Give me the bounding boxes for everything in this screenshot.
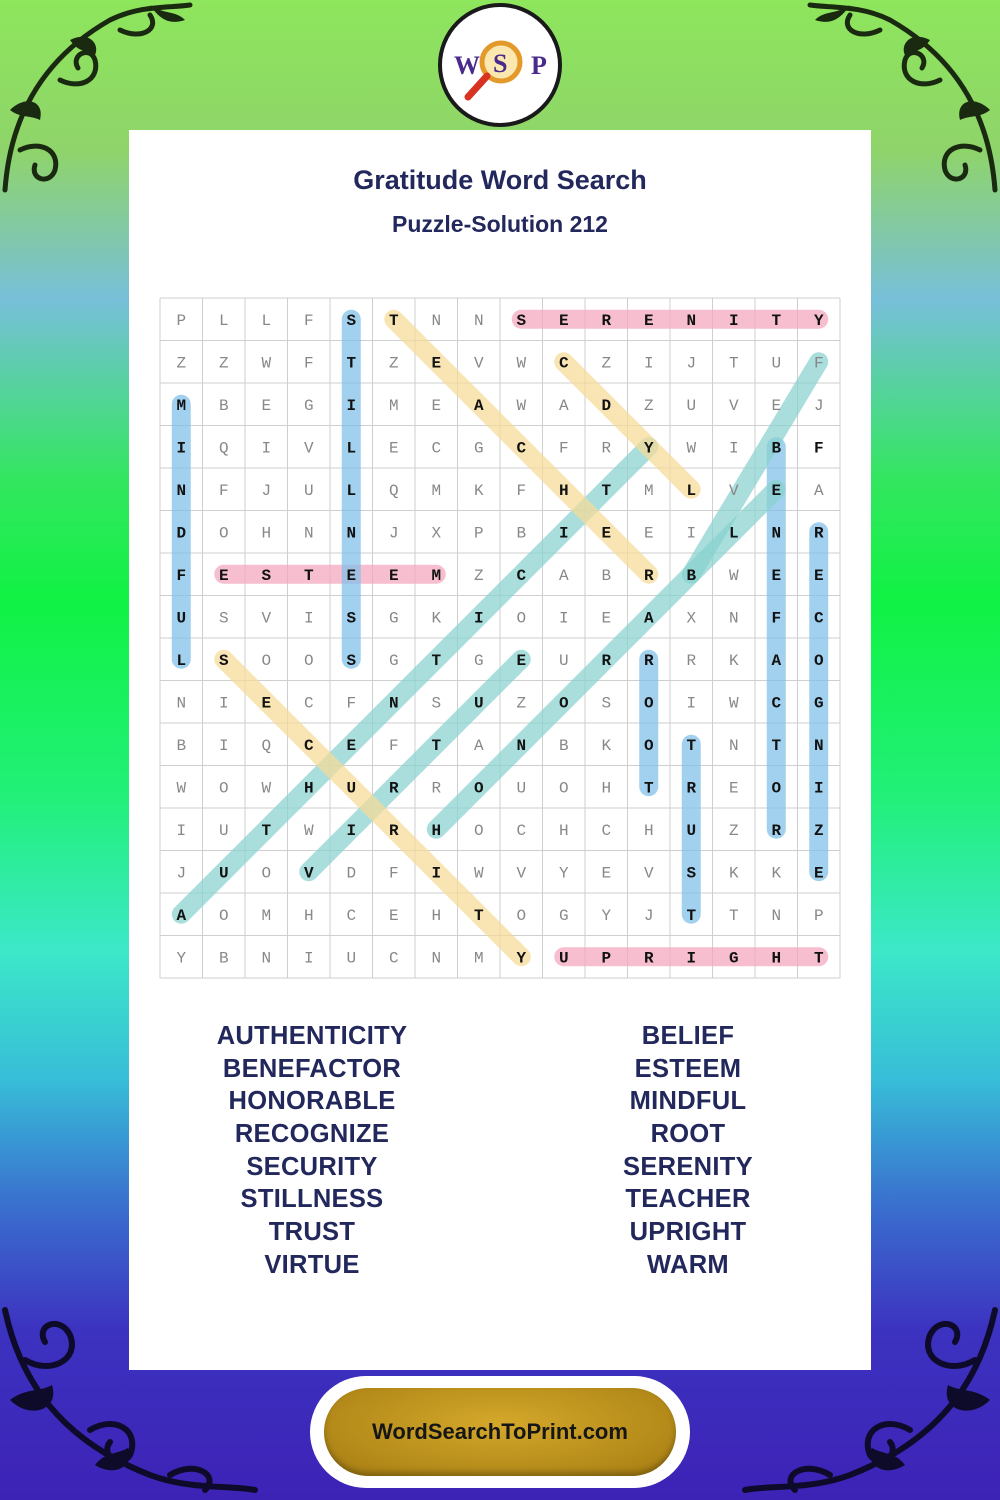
grid-letter: U bbox=[686, 396, 697, 415]
grid-letter: S bbox=[218, 609, 229, 628]
word-list-right bbox=[538, 1020, 838, 1282]
grid-letter: A bbox=[176, 906, 187, 925]
grid-letter: U bbox=[218, 821, 229, 840]
grid-letter: F bbox=[303, 311, 314, 330]
grid-letter: F bbox=[346, 694, 357, 713]
grid-letter: A bbox=[473, 396, 484, 415]
grid-letter: S bbox=[686, 864, 697, 883]
grid-letter: E bbox=[813, 864, 824, 883]
grid-letter: Z bbox=[473, 566, 484, 585]
grid-letter: E bbox=[346, 736, 357, 755]
grid-letter: H bbox=[303, 906, 314, 925]
grid-letter: O bbox=[516, 609, 527, 628]
grid-letter: R bbox=[643, 651, 654, 670]
grid-letter: H bbox=[261, 524, 272, 543]
grid-letter: M bbox=[261, 906, 272, 925]
grid-letter: I bbox=[303, 949, 314, 968]
grid-letter: N bbox=[261, 949, 272, 968]
logo-letter-w: W bbox=[454, 51, 480, 80]
grid-letter: E bbox=[516, 651, 527, 670]
grid-letter: H bbox=[643, 821, 654, 840]
grid-letter: F bbox=[176, 566, 187, 585]
word-list-item: MINDFUL bbox=[629, 1087, 747, 1116]
grid-letter: N bbox=[516, 736, 527, 755]
grid-letter: B bbox=[516, 524, 527, 543]
grid-letter: E bbox=[388, 566, 399, 585]
grid-letter: N bbox=[686, 311, 697, 330]
grid-letter: T bbox=[686, 906, 697, 925]
grid-letter: O bbox=[771, 779, 782, 798]
grid-letter: T bbox=[303, 566, 314, 585]
word-list-item: TEACHER bbox=[625, 1185, 751, 1214]
grid-letter: N bbox=[728, 736, 739, 755]
grid-letter: L bbox=[346, 439, 357, 458]
grid-letter: F bbox=[771, 609, 782, 628]
grid-letter: R bbox=[388, 779, 399, 798]
grid-letter: T bbox=[388, 311, 399, 330]
grid-letter: K bbox=[728, 651, 739, 670]
grid-letter: V bbox=[473, 354, 484, 373]
grid-letter: Z bbox=[218, 354, 229, 373]
grid-letter: O bbox=[643, 694, 654, 713]
word-list-item: SERENITY bbox=[623, 1152, 753, 1181]
grid-letter: G bbox=[473, 439, 484, 458]
grid-letter: J bbox=[388, 524, 399, 543]
grid-letter: S bbox=[431, 694, 442, 713]
grid-letter: E bbox=[558, 311, 569, 330]
word-list-left bbox=[162, 1020, 462, 1282]
grid-letter: I bbox=[813, 779, 824, 798]
grid-letter: Q bbox=[388, 481, 399, 500]
grid-letter: S bbox=[346, 651, 357, 670]
grid-letter: T bbox=[728, 906, 739, 925]
grid-letter: G bbox=[728, 949, 739, 968]
grid-letter: M bbox=[431, 566, 442, 585]
grid-letter: J bbox=[261, 481, 272, 500]
grid-letter: M bbox=[473, 949, 484, 968]
grid-letter: U bbox=[686, 821, 697, 840]
grid-letter: T bbox=[771, 311, 782, 330]
word-list-item: HONORABLE bbox=[228, 1087, 396, 1116]
grid-letter: H bbox=[601, 779, 612, 798]
grid-letter: E bbox=[388, 906, 399, 925]
grid-letter: C bbox=[516, 439, 527, 458]
grid-letter: G bbox=[388, 609, 399, 628]
grid-letter: H bbox=[431, 906, 442, 925]
grid-letter: M bbox=[643, 481, 654, 500]
grid-letter: C bbox=[558, 354, 569, 373]
grid-letter: Y bbox=[643, 439, 654, 458]
grid-letter: W bbox=[516, 354, 527, 373]
word-list-item: TRUST bbox=[268, 1218, 356, 1247]
word-list-item: BENEFACTOR bbox=[222, 1054, 402, 1083]
grid-letter: S bbox=[218, 651, 229, 670]
grid-letter: V bbox=[303, 864, 314, 883]
grid-letter: I bbox=[176, 821, 187, 840]
grid-letter: B bbox=[176, 736, 187, 755]
grid-letter: S bbox=[601, 694, 612, 713]
grid-letter: T bbox=[601, 481, 612, 500]
grid-letter: A bbox=[771, 651, 782, 670]
grid-letter: O bbox=[218, 779, 229, 798]
grid-letter: E bbox=[601, 864, 612, 883]
grid-letter: N bbox=[813, 736, 824, 755]
grid-letter: U bbox=[346, 779, 357, 798]
grid-letter: G bbox=[473, 651, 484, 670]
grid-letter: N bbox=[473, 311, 484, 330]
grid-letter: W bbox=[261, 779, 272, 798]
grid-letter: L bbox=[218, 311, 229, 330]
grid-letter: K bbox=[771, 864, 782, 883]
grid-letter: V bbox=[728, 481, 739, 500]
grid-letter: N bbox=[176, 694, 187, 713]
grid-letter: C bbox=[771, 694, 782, 713]
grid-letter: E bbox=[728, 779, 739, 798]
grid-letter: I bbox=[728, 439, 739, 458]
grid-letter: P bbox=[601, 949, 612, 968]
grid-letter: U bbox=[771, 354, 782, 373]
grid-letter: F bbox=[813, 354, 824, 373]
grid-letter: R bbox=[686, 779, 697, 798]
grid-letter: F bbox=[218, 481, 229, 500]
grid-letter: E bbox=[643, 311, 654, 330]
grid-letter: R bbox=[813, 524, 824, 543]
grid-letter: I bbox=[473, 609, 484, 628]
grid-letter: N bbox=[728, 609, 739, 628]
word-list-item: BELIEF bbox=[641, 1022, 735, 1050]
grid-letter: A bbox=[558, 396, 569, 415]
grid-letter: P bbox=[176, 311, 187, 330]
grid-letter: T bbox=[431, 736, 442, 755]
site-link[interactable]: WordSearchToPrint.com bbox=[324, 1388, 676, 1476]
grid-letter: F bbox=[388, 736, 399, 755]
grid-letter: E bbox=[771, 396, 782, 415]
grid-letter: B bbox=[771, 439, 782, 458]
grid-letter: I bbox=[686, 524, 697, 543]
word-list-item: RECOGNIZE bbox=[234, 1120, 390, 1149]
grid-letter: U bbox=[516, 779, 527, 798]
grid-letter: N bbox=[176, 481, 187, 500]
grid-letter: O bbox=[643, 736, 654, 755]
grid-letter: B bbox=[218, 949, 229, 968]
grid-letter: L bbox=[346, 481, 357, 500]
grid-letter: L bbox=[261, 311, 272, 330]
grid-letter: O bbox=[558, 694, 569, 713]
grid-letter: A bbox=[558, 566, 569, 585]
grid-letter: S bbox=[516, 311, 527, 330]
grid-letter: F bbox=[303, 354, 314, 373]
grid-letter: X bbox=[431, 524, 442, 543]
grid-letter: O bbox=[218, 524, 229, 543]
grid-letter: I bbox=[431, 864, 442, 883]
grid-letter: O bbox=[218, 906, 229, 925]
grid-letter: O bbox=[558, 779, 569, 798]
grid-letter: C bbox=[431, 439, 442, 458]
grid-letter: D bbox=[601, 396, 612, 415]
word-list-item: STILLNESS bbox=[240, 1185, 384, 1214]
grid-letter: E bbox=[388, 439, 399, 458]
grid-letter: I bbox=[218, 736, 229, 755]
grid-letter: U bbox=[558, 949, 569, 968]
grid-letter: I bbox=[686, 694, 697, 713]
grid-letter: R bbox=[686, 651, 697, 670]
grid-letter: W bbox=[303, 821, 314, 840]
grid-letter: R bbox=[601, 651, 612, 670]
grid-letter: Z bbox=[728, 821, 739, 840]
grid-letter: I bbox=[728, 311, 739, 330]
logo-letter-s: S bbox=[493, 49, 508, 78]
grid-letter: C bbox=[516, 566, 527, 585]
grid-letter: C bbox=[601, 821, 612, 840]
grid-letter: T bbox=[346, 354, 357, 373]
grid-letter: O bbox=[303, 651, 314, 670]
grid-letter: R bbox=[601, 439, 612, 458]
grid-letter: I bbox=[346, 821, 357, 840]
grid-letter: Y bbox=[516, 949, 527, 968]
grid-letter: C bbox=[346, 906, 357, 925]
grid-letter: R bbox=[431, 779, 442, 798]
puzzle-subtitle: Puzzle-Solution 212 bbox=[392, 211, 608, 237]
grid-letter: F bbox=[516, 481, 527, 500]
grid-letter: L bbox=[728, 524, 739, 543]
grid-letter: B bbox=[218, 396, 229, 415]
grid-letter: T bbox=[813, 949, 824, 968]
grid-letter: H bbox=[558, 821, 569, 840]
word-list-item: ESTEEM bbox=[634, 1054, 742, 1083]
grid-letter: S bbox=[261, 566, 272, 585]
grid-letter: E bbox=[771, 566, 782, 585]
grid-letter: O bbox=[473, 779, 484, 798]
grid-letter: N bbox=[431, 949, 442, 968]
grid-letter: W bbox=[728, 566, 739, 585]
grid-letter: T bbox=[686, 736, 697, 755]
grid-letter: N bbox=[431, 311, 442, 330]
grid-letter: O bbox=[813, 651, 824, 670]
grid-letter: A bbox=[643, 609, 654, 628]
grid-letter: V bbox=[728, 396, 739, 415]
grid-letter: R bbox=[771, 821, 782, 840]
grid-letter: E bbox=[601, 609, 612, 628]
word-list-item: AUTHENTICITY bbox=[216, 1022, 408, 1050]
grid-letter: T bbox=[261, 821, 272, 840]
grid-letter: T bbox=[431, 651, 442, 670]
grid-letter: R bbox=[643, 566, 654, 585]
grid-letter: I bbox=[558, 609, 569, 628]
grid-letter: M bbox=[431, 481, 442, 500]
grid-letter: N bbox=[346, 524, 357, 543]
grid-letter: E bbox=[261, 694, 272, 713]
grid-letter: E bbox=[601, 524, 612, 543]
grid-letter: Z bbox=[176, 354, 187, 373]
grid-letter: Z bbox=[388, 354, 399, 373]
grid-letter: X bbox=[686, 609, 697, 628]
grid-letter: I bbox=[218, 694, 229, 713]
grid-letter: U bbox=[218, 864, 229, 883]
grid-letter: B bbox=[601, 566, 612, 585]
grid-letter: F bbox=[388, 864, 399, 883]
grid-letter: U bbox=[473, 694, 484, 713]
grid-letter: R bbox=[388, 821, 399, 840]
grid-letter: R bbox=[601, 311, 612, 330]
grid-letter: G bbox=[558, 906, 569, 925]
grid-letter: F bbox=[813, 439, 824, 458]
grid-letter: W bbox=[686, 439, 697, 458]
grid-letter: U bbox=[558, 651, 569, 670]
grid-letter: Q bbox=[218, 439, 229, 458]
grid-letter: E bbox=[261, 396, 272, 415]
grid-letter: S bbox=[346, 311, 357, 330]
grid-letter: Q bbox=[261, 736, 272, 755]
grid-letter: W bbox=[176, 779, 187, 798]
grid-letter: E bbox=[431, 354, 442, 373]
word-list-item: WARM bbox=[647, 1250, 729, 1279]
grid-letter: N bbox=[388, 694, 399, 713]
grid-letter: C bbox=[303, 694, 314, 713]
grid-letter: E bbox=[218, 566, 229, 585]
grid-letter: S bbox=[346, 609, 357, 628]
grid-letter: W bbox=[516, 396, 527, 415]
grid-letter: Z bbox=[516, 694, 527, 713]
grid-letter: B bbox=[686, 566, 697, 585]
grid-letter: J bbox=[643, 906, 654, 925]
grid-letter: T bbox=[771, 736, 782, 755]
grid-letter: I bbox=[176, 439, 187, 458]
grid-letter: E bbox=[813, 566, 824, 585]
grid-letter: H bbox=[771, 949, 782, 968]
grid-letter: A bbox=[813, 481, 824, 500]
grid-letter: O bbox=[261, 864, 272, 883]
grid-letter: Z bbox=[813, 821, 824, 840]
grid-letter: H bbox=[558, 481, 569, 500]
grid-letter: O bbox=[261, 651, 272, 670]
grid-letter: O bbox=[473, 821, 484, 840]
grid-letter: K bbox=[431, 609, 442, 628]
grid-letter: Y bbox=[813, 311, 824, 330]
grid-letter: U bbox=[346, 949, 357, 968]
grid-letter: Y bbox=[176, 949, 187, 968]
grid-letter: I bbox=[346, 396, 357, 415]
grid-letter: D bbox=[346, 864, 357, 883]
word-list-item: ROOT bbox=[650, 1120, 726, 1149]
grid-letter: Z bbox=[601, 354, 612, 373]
grid-letter: I bbox=[643, 354, 654, 373]
grid-letter: C bbox=[388, 949, 399, 968]
grid-letter: K bbox=[728, 864, 739, 883]
word-list-item: SECURITY bbox=[246, 1152, 378, 1181]
grid-letter: M bbox=[176, 396, 187, 415]
grid-letter: E bbox=[346, 566, 357, 585]
grid-letter: I bbox=[558, 524, 569, 543]
grid-letter: Z bbox=[643, 396, 654, 415]
grid-letter: W bbox=[728, 694, 739, 713]
grid-letter: E bbox=[771, 481, 782, 500]
grid-letter: K bbox=[601, 736, 612, 755]
grid-letter: T bbox=[643, 779, 654, 798]
grid-letter: P bbox=[473, 524, 484, 543]
grid-letter: P bbox=[813, 906, 824, 925]
grid-letter: Y bbox=[558, 864, 569, 883]
grid-letter: N bbox=[303, 524, 314, 543]
grid-letter: J bbox=[686, 354, 697, 373]
grid-letter: V bbox=[261, 609, 272, 628]
grid-letter: E bbox=[643, 524, 654, 543]
logo-letter-p: P bbox=[531, 51, 547, 80]
grid-letter: W bbox=[261, 354, 272, 373]
footer-badge bbox=[310, 1376, 690, 1488]
grid-letter: G bbox=[303, 396, 314, 415]
grid-letter: W bbox=[473, 864, 484, 883]
grid-letter: Y bbox=[601, 906, 612, 925]
grid-letter: U bbox=[176, 609, 187, 628]
grid-letter: U bbox=[303, 481, 314, 500]
grid-letter: C bbox=[813, 609, 824, 628]
grid-letter: I bbox=[261, 439, 272, 458]
grid-letter: F bbox=[558, 439, 569, 458]
grid-letter: L bbox=[686, 481, 697, 500]
grid-letter: E bbox=[431, 396, 442, 415]
puzzle-title: Gratitude Word Search bbox=[353, 165, 647, 195]
grid-letter: L bbox=[176, 651, 187, 670]
grid-letter: T bbox=[728, 354, 739, 373]
grid-letter: N bbox=[771, 524, 782, 543]
grid-letter: D bbox=[176, 524, 187, 543]
grid-letter: V bbox=[643, 864, 654, 883]
grid-letter: G bbox=[813, 694, 824, 713]
word-list-item: VIRTUE bbox=[264, 1250, 360, 1279]
grid-letter: J bbox=[813, 396, 824, 415]
grid-letter: B bbox=[558, 736, 569, 755]
grid-letter: N bbox=[771, 906, 782, 925]
grid-letter: V bbox=[516, 864, 527, 883]
grid-letter: H bbox=[431, 821, 442, 840]
grid-letter: G bbox=[388, 651, 399, 670]
grid-letter: O bbox=[516, 906, 527, 925]
grid-letter: C bbox=[303, 736, 314, 755]
grid-letter: I bbox=[303, 609, 314, 628]
grid-letter: J bbox=[176, 864, 187, 883]
grid-letter: T bbox=[473, 906, 484, 925]
grid-letter: I bbox=[686, 949, 697, 968]
grid-letter: H bbox=[303, 779, 314, 798]
grid-letter: K bbox=[473, 481, 484, 500]
grid-letter: C bbox=[516, 821, 527, 840]
grid-letter: M bbox=[388, 396, 399, 415]
grid-letter: R bbox=[643, 949, 654, 968]
grid-letter: A bbox=[473, 736, 484, 755]
word-list-item: UPRIGHT bbox=[629, 1218, 747, 1247]
grid-letter: V bbox=[303, 439, 314, 458]
